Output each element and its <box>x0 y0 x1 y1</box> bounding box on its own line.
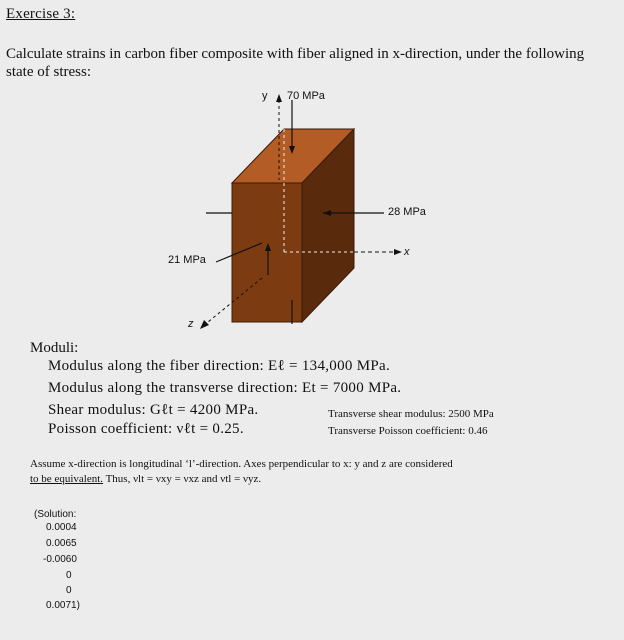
solution-label: (Solution: <box>34 509 77 520</box>
moduli-line-2: Modulus along the transverse direction: Et = 7000 MPa. <box>48 380 402 396</box>
note-transverse-shear: Transverse shear modulus: 2500 MPa <box>328 408 494 420</box>
assumption-line-1: Assume x-direction is longitudinal ‘l’-direction. Axes perpendicular to x: y and z are considered <box>30 458 453 470</box>
y-axis-arrowhead <box>276 94 282 102</box>
moduli-line-1: Modulus along the fiber direction: Eℓ = 134,000 MPa. <box>48 358 391 374</box>
solution-value: -0.0060 <box>43 554 77 565</box>
assumption-thus: Thus, νlt = νxy = νxz and νtl = νyz. <box>103 473 262 485</box>
assumption-line-2 <box>30 473 261 485</box>
z-axis-label: z <box>188 318 194 330</box>
solution-value: 0 <box>66 570 72 581</box>
intro-line-2: state of stress: <box>6 64 91 80</box>
intro-line-1: Calculate strains in carbon fiber composite with fiber aligned in x-direction, under the following <box>6 46 585 62</box>
exercise-title: Exercise 3: <box>6 6 76 22</box>
moduli-heading: Moduli: <box>30 340 79 356</box>
stress-y-label: 70 MPa <box>287 90 325 102</box>
solution-value: 0.0065 <box>46 538 77 549</box>
moduli-line-3: Shear modulus: Gℓt = 4200 MPa. <box>48 402 259 418</box>
solution-value: 0.0071) <box>46 600 80 611</box>
moduli-line-4: Poisson coefficient: νℓt = 0.25. <box>48 421 244 437</box>
x-axis-label: x <box>404 246 410 258</box>
y-axis-label: y <box>262 90 268 102</box>
solution-value: 0.0004 <box>46 522 77 533</box>
stress-x-label: 28 MPa <box>388 206 426 218</box>
assumption-equivalent: to be equivalent. <box>30 473 104 485</box>
x-axis-arrowhead <box>394 249 402 255</box>
solution-value: 0 <box>66 585 72 596</box>
z-axis-arrowhead <box>200 320 209 329</box>
stress-z-label: 21 MPa <box>168 254 206 266</box>
note-transverse-poisson: Transverse Poisson coefficient: 0.46 <box>328 425 488 437</box>
